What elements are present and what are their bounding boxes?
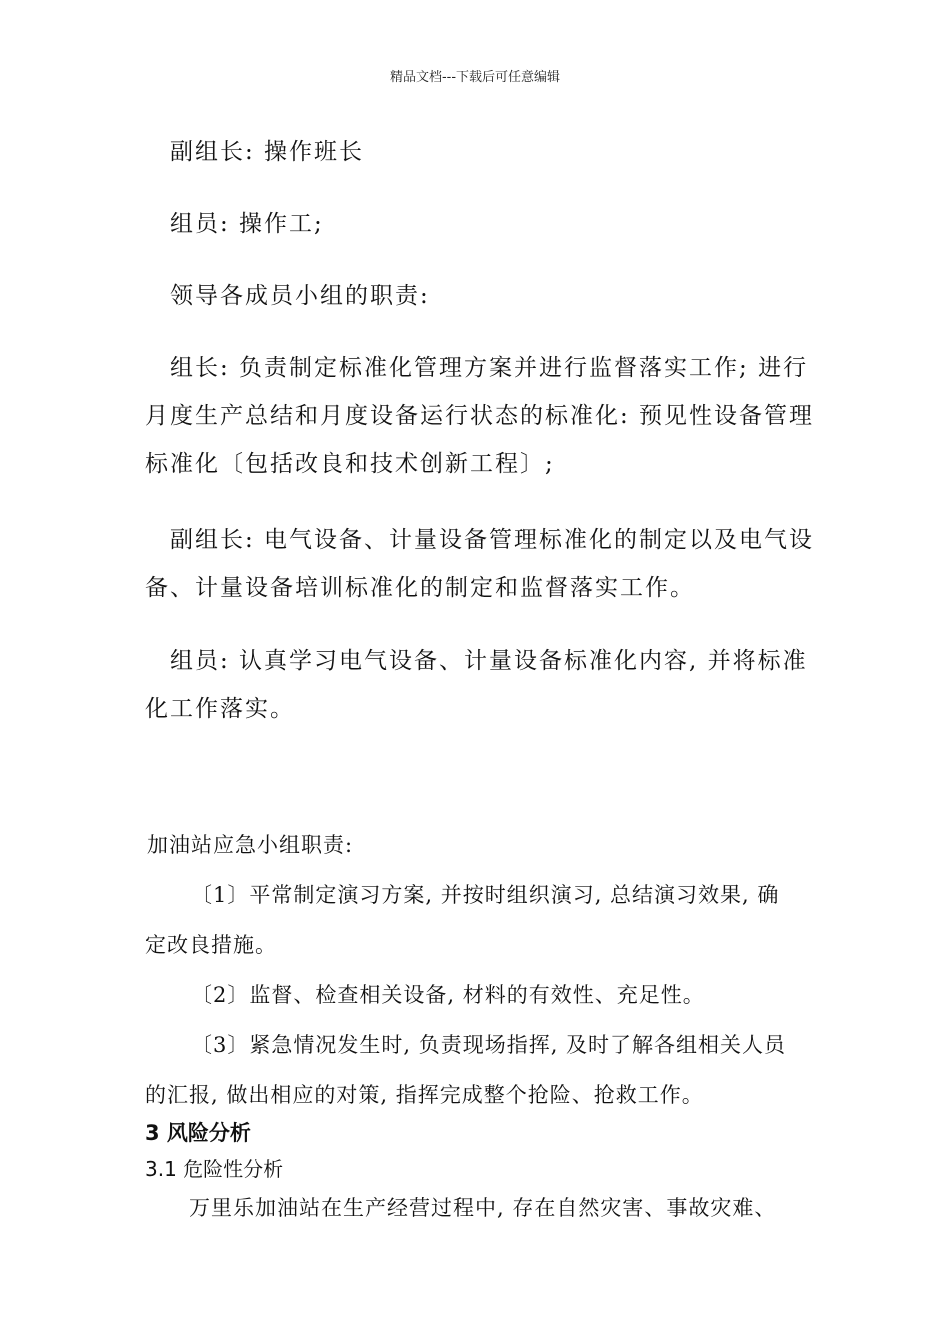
vice-leader-line	[145, 128, 805, 176]
text-line: 组员: 认真学习电气设备、计量设备标准化内容, 并将标准	[170, 648, 808, 674]
text-line: 〔2〕监督、检查相关设备, 材料的有效性、充足性。	[191, 983, 705, 1007]
emergency-item-2	[145, 970, 805, 1020]
text-line: 组长: 负责制定标准化管理方案并进行监督落实工作; 进行	[170, 355, 809, 381]
emergency-item-1	[145, 870, 805, 970]
text-line: 副组长: 操作班长	[170, 139, 365, 165]
text-line: 组员: 操作工;	[170, 211, 324, 237]
emergency-group-title	[145, 820, 805, 870]
text-line: 〔3〕紧急情况发生时, 负责现场指挥, 及时了解各组相关人员	[191, 1033, 787, 1057]
member-line	[145, 200, 805, 248]
vice-leader-duty-paragraph	[145, 516, 815, 612]
text-line: 备、计量设备培训标准化的制定和监督落实工作。	[145, 575, 695, 601]
page-header: 精品文档---下载后可任意编辑	[389, 70, 561, 85]
member-duty-paragraph	[145, 637, 808, 733]
text-line: 领导各成员小组的职责:	[170, 283, 430, 309]
emergency-item-3	[145, 1020, 805, 1120]
leader-duty-paragraph	[145, 344, 815, 488]
text-line: 副组长: 电气设备、计量设备管理标准化的制定以及电气设	[170, 527, 815, 553]
text-line: 加油站应急小组职责:	[147, 833, 354, 857]
duties-title	[145, 272, 805, 320]
section-heading: 3 风险分析	[145, 1121, 251, 1145]
text-line: 的汇报, 做出相应的对策, 指挥完成整个抢险、抢救工作。	[145, 1083, 704, 1107]
text-line: 月度生产总结和月度设备运行状态的标准化: 预见性设备管理	[145, 403, 815, 429]
text-line: 〔1〕平常制定演习方案, 并按时组织演习, 总结演习效果, 确	[191, 883, 780, 907]
risk-paragraph: 万里乐加油站在生产经营过程中, 存在自然灾害、事故灾难、	[189, 1196, 777, 1220]
text-line: 定改良措施。	[145, 933, 277, 957]
text-line: 标准化〔包括改良和技术创新工程〕;	[145, 451, 555, 477]
subsection-heading: 3.1 危险性分析	[145, 1157, 284, 1181]
text-line: 化工作落实。	[145, 696, 295, 722]
